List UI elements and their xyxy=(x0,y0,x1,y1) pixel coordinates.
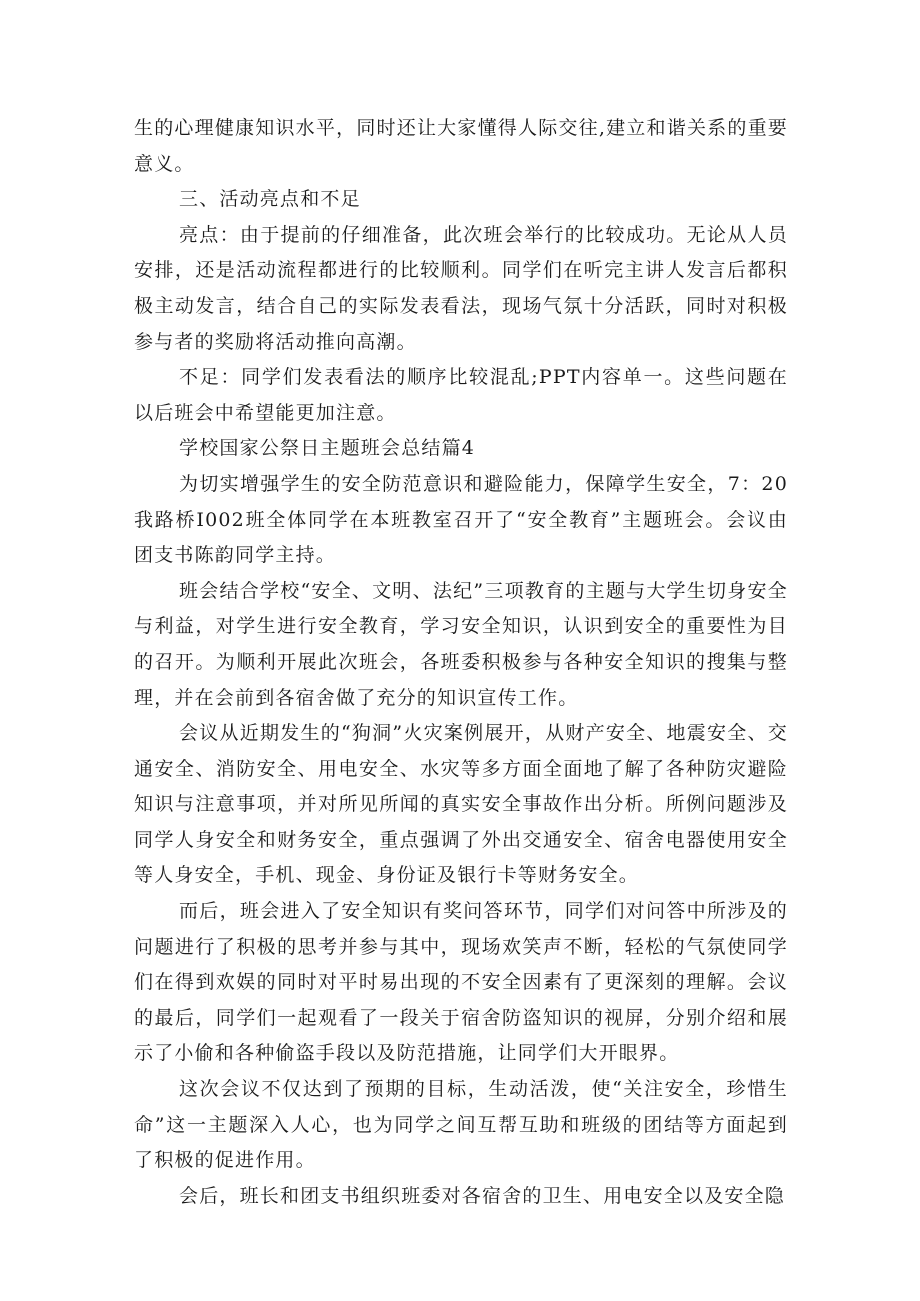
article-title: 学校国家公祭日主题班会总结篇4 xyxy=(179,437,476,460)
paragraph-continuation: 生的心理健康知识水平，同时还让大家懂得人际交往,建立和谐关系的重要意义。 xyxy=(134,117,788,175)
paragraph-followup: 会后，班长和团支书组织班委对各宿舍的卫生、用电安全以及安全隐 xyxy=(179,1184,786,1207)
section-heading-highlights: 三、活动亮点和不足 xyxy=(179,188,361,211)
paragraph-highlights: 亮点：由于提前的仔细准备，此次班会举行的比较成功。无论从人员安排，还是活动流程都进行的比较顺利。同学们在听完主讲人发言后都积极主动发言，结合自己的实际发表看法，现场气氛十分活跃，同时对积极参与者的奖励将活动推向高潮。 xyxy=(134,223,788,353)
paragraph-outcome: 这次会议不仅达到了预期的目标，生动活泼，使“关注安全，珍惜生命”这一主题深入人心，也为同学之间互帮互助和班级的团结等方面起到了积极的促进作用。 xyxy=(134,1078,788,1172)
paragraph-cases: 会议从近期发生的“狗洞”火灾案例展开，从财产安全、地震安全、交通安全、消防安全、用电安全、水灾等多方面全面地了解了各种防灾避险知识与注意事项，并对所见所闻的真实安全事故作出分析。所例问题涉及同学人身安全和财务安全，重点强调了外出交通安全、宿舍电器使用安全等人身安全，手机、现金、身份证及银行卡等财务安全。 xyxy=(134,722,788,887)
paragraph-purpose: 班会结合学校“安全、文明、法纪”三项教育的主题与大学生切身安全与利益，对学生进行安全教育，学习安全知识，认识到安全的重要性为目的召开。为顺利开展此次班会，各班委积极参与各种安全知识的搜集与整理，并在会前到各宿舍做了充分的知识宣传工作。 xyxy=(134,579,788,709)
paragraph-quiz: 而后，班会进入了安全知识有奖问答环节，同学们对问答中所涉及的问题进行了积极的思考并参与其中，现场欢笑声不断，轻松的气氛使同学们在得到欢娱的同时对平时易出现的不安全因素有了更深刻的理解。会议的最后，同学们一起观看了一段关于宿舍防盗知识的视屏，分别介绍和展示了小偷和各种偷盗手段以及防范措施，让同学们大开眼界。 xyxy=(134,900,788,1065)
paragraph-shortcomings: 不足：同学们发表看法的顺序比较混乱;PPT内容单一。这些问题在以后班会中希望能更加注意。 xyxy=(134,366,788,424)
paragraph-intro: 为切实增强学生的安全防范意识和避险能力，保障学生安全，7：20我路桥I002班全体同学在本班教室召开了“安全教育”主题班会。会议由团支书陈韵同学主持。 xyxy=(134,472,788,567)
